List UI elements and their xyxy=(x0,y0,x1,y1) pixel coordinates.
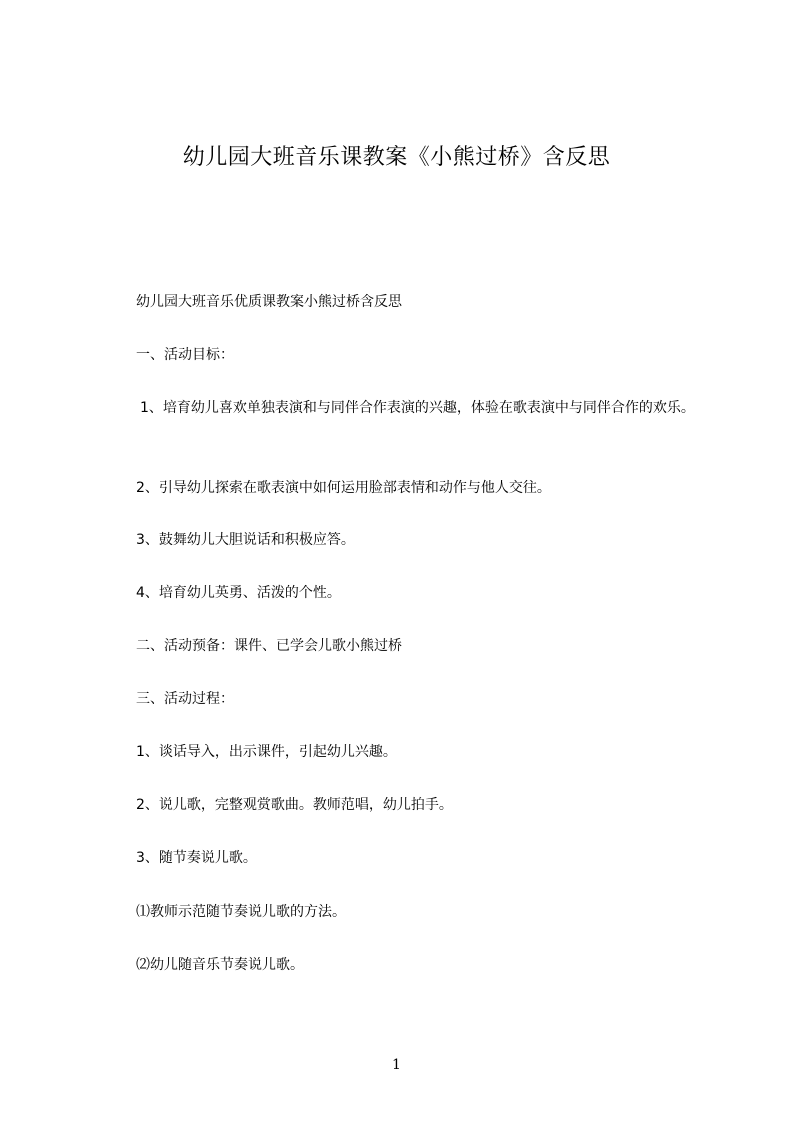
document-title: 幼儿园大班音乐课教案《小熊过桥》含反思 xyxy=(182,145,611,170)
paragraph-goal-3: 3、鼓舞幼儿大胆说话和积极应答。 xyxy=(136,532,355,548)
paragraph-goal-4: 4、培育幼儿英勇、活泼的个性。 xyxy=(136,585,341,601)
paragraph-section-goals: 一、活动目标： xyxy=(136,347,234,363)
page-number: 1 xyxy=(392,1057,401,1073)
paragraph-goal-2: 2、引导幼儿探索在歌表演中如何运用脸部表情和动作与他人交往。 xyxy=(136,480,551,496)
paragraph-section-preparation: 二、活动预备：课件、已学会儿歌小熊过桥 xyxy=(136,638,402,654)
paragraph-subtitle: 幼儿园大班音乐优质课教案小熊过桥含反思 xyxy=(136,294,402,310)
paragraph-step-3-2: ⑵幼儿随音乐节奏说儿歌。 xyxy=(136,957,304,973)
paragraph-step-3: 3、随节奏说儿歌。 xyxy=(136,850,257,866)
paragraph-step-1: 1、谈话导入，出示课件，引起幼儿兴趣。 xyxy=(136,744,397,760)
paragraph-goal-1: 1、培育幼儿喜欢单独表演和与同伴合作表演的兴趣，体验在歌表演中与同伴合作的欢乐。 xyxy=(140,400,695,416)
paragraph-step-2: 2、说儿歌，完整观赏歌曲。教师范唱，幼儿拍手。 xyxy=(136,797,453,813)
paragraph-step-3-1: ⑴教师示范随节奏说儿歌的方法。 xyxy=(136,904,346,920)
paragraph-section-process: 三、活动过程： xyxy=(136,691,234,707)
